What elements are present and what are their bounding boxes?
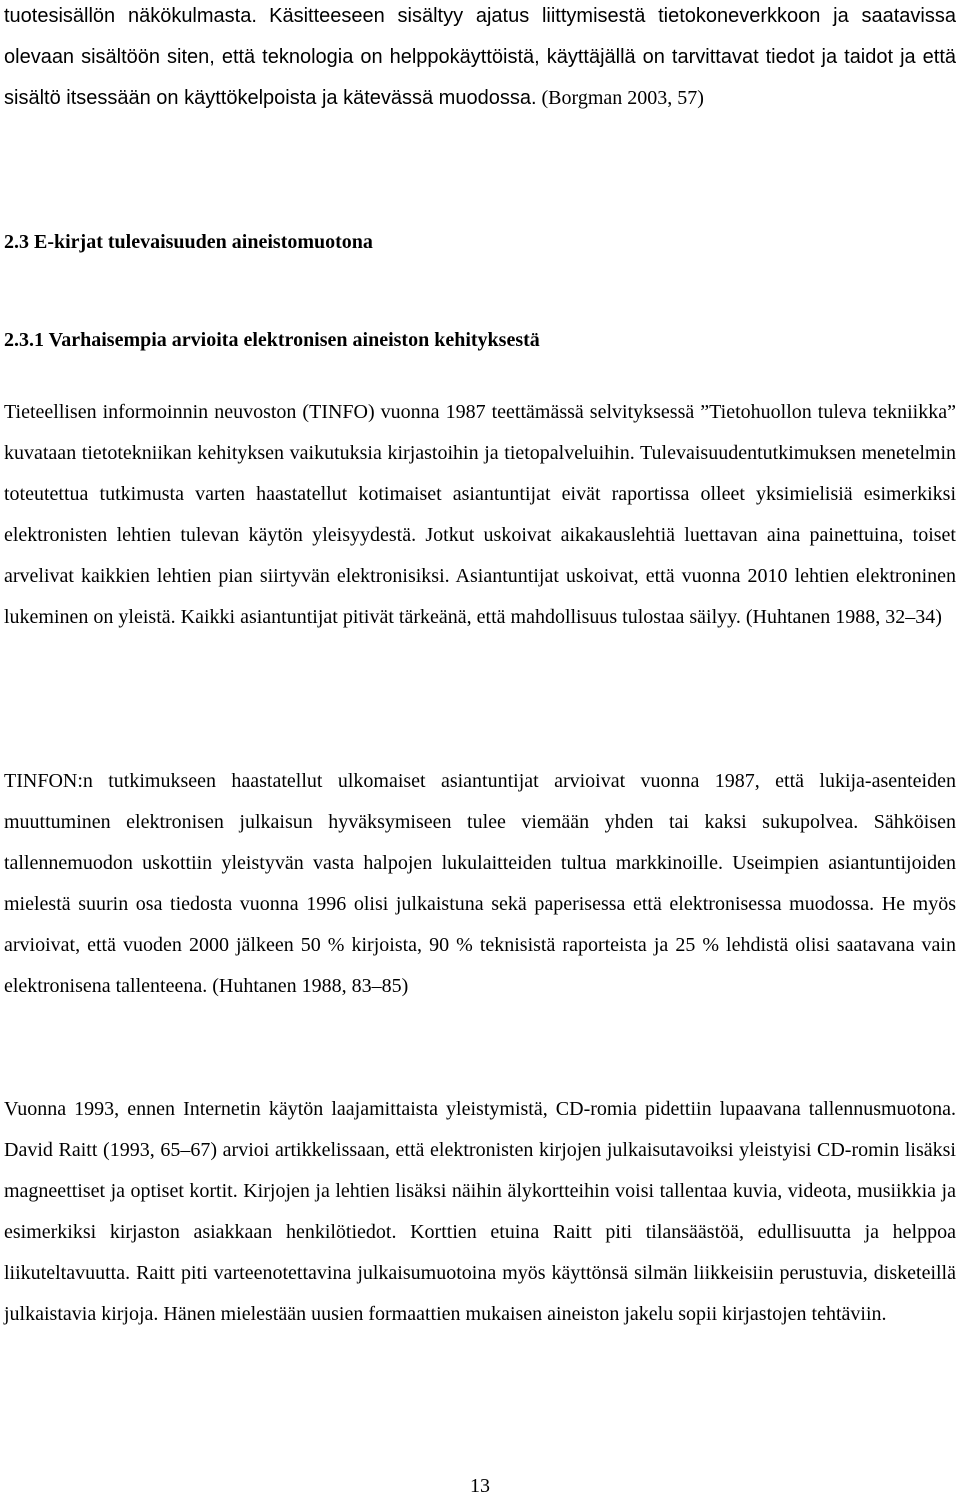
lead-paragraph-start: tuotesisällön näkökulmasta. bbox=[4, 5, 257, 27]
body-paragraph-1: Tieteellisen informoinnin neuvoston (TINFO) vuonna 1987 teettämässä selvityksessä ”Tietohuollon tuleva tekniikka” kuvataan tietotekniikan kehityksen vaikutuksia kirjastoihin ja tietopalveluihin. Tulevaisuudentutkimuksen menetelmin toteutettua tutkimusta varten haastatellut kotimaiset asiantuntijat eivät raportissa olleet yksimielisiä esimerkiksi elektronisten lehtien tulevan käytön yleisyydestä. Jotkut uskoivat aikakauslehtiä luettavan aina painettuina, toiset arvelivat kaikkien lehtien pian siirtyvän elektronisiksi. Asiantuntijat uskoivat, että vuonna 2010 lehtien elektroninen lukeminen on yleistä. Kaikki asiantuntijat pitivät tärkeänä, että mahdollisuus tulostaa säilyy. (Huhtanen 1988, 32–34) bbox=[4, 401, 956, 628]
page-number: 13 bbox=[470, 1475, 490, 1497]
lead-paragraph bbox=[4, 0, 956, 119]
lead-paragraph-citation: (Borgman 2003, 57) bbox=[541, 87, 704, 109]
section-heading: 2.3 E-kirjat tulevaisuuden aineistomuotona bbox=[4, 231, 373, 253]
body-paragraph-2: TINFON:n tutkimukseen haastatellut ulkomaiset asiantuntijat arvioivat vuonna 1987, että lukija-asenteiden muuttuminen elektronisen julkaisun hyväksymiseen tulee viemään yhden tai kaksi sukupolvea. Sähköisen tallennemuodon uskottiin yleistyvän vasta halpojen lukulaitteiden tultua markkinoille. Useimpien asiantuntijoiden mielestä suurin osa tiedosta vuonna 1996 olisi julkaistuna sekä paperisessa että elektronisessa muodossa. He myös arvioivat, että vuoden 2000 jälkeen 50 % kirjoista, 90 % teknisistä raporteista ja 25 % lehdistä olisi saatavana vain elektronisena tallenteena. (Huhtanen 1988, 83–85) bbox=[4, 770, 956, 997]
subsection-heading: 2.3.1 Varhaisempia arvioita elektronisen aineiston kehityksestä bbox=[4, 329, 540, 351]
body-paragraph-3: Vuonna 1993, ennen Internetin käytön laajamittaista yleistymistä, CD-romia pidettiin lupaavana tallennusmuotona. David Raitt (1993, 65–67) arvioi artikkelissaan, että elektronisten kirjojen julkaisutavoiksi yleistyisi CD-romin lisäksi magneettiset ja optiset kortit. Kirjojen ja lehtien lisäksi näihin älykortteihin voisi tallentaa kuvia, videota, musiikkia ja esimerkiksi kirjaston asiakkaan henkilötiedot. Korttien etuina Raitt piti tilansäästöä, edullisuutta ja helppoa liikuteltavuutta. Raitt piti varteenotettavina julkaisumuotoina myös käyttönsä silmän liikkeisiin perustuvia, disketeillä julkaistavia kirjoja. Hänen mielestään uusien formaattien mukaisen aineiston jakelu sopii kirjastojen tehtäviin. bbox=[4, 1098, 956, 1325]
lead-paragraph-body: Käsitteeseen sisältyy ajatus liittymisestä tietokoneverkkoon ja saatavissa olevaan sisältöön siten, että teknologia on helppokäyttöistä, käyttäjällä on tarvittavat tiedot ja taidot ja että sisältö itsessään on käyttökelpoista ja kätevässä muodossa. bbox=[4, 5, 956, 109]
